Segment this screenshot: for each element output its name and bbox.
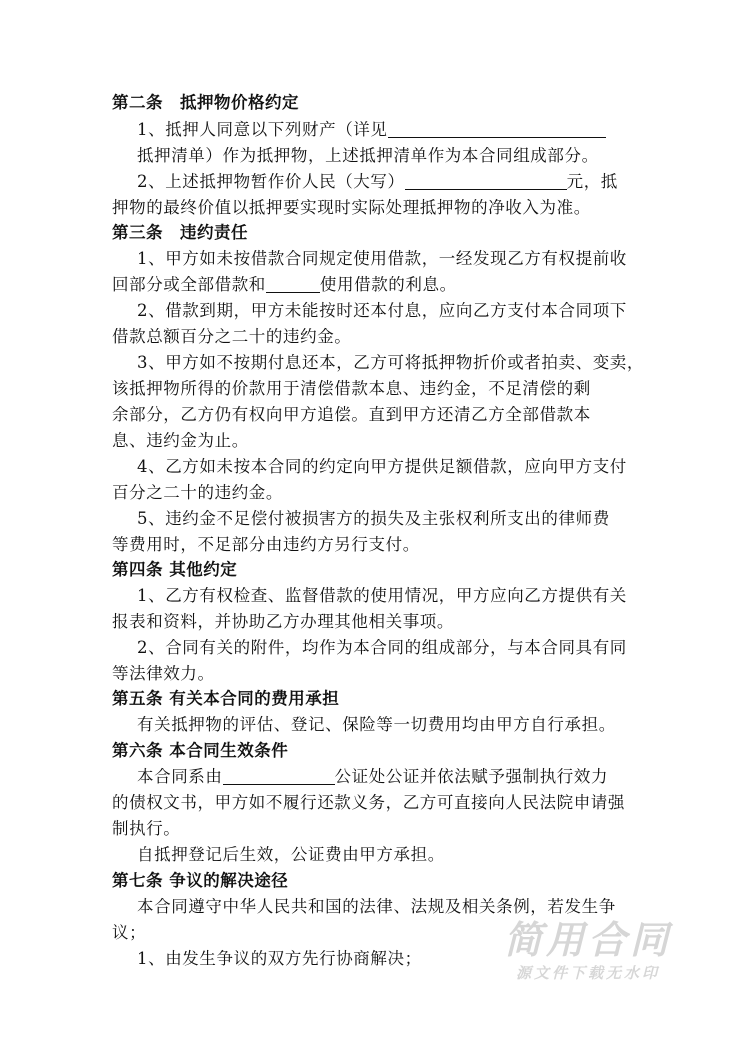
paragraph-line: 百分之二十的违约金。 — [112, 483, 283, 502]
paragraph-line: 议； — [112, 923, 147, 942]
paragraph-line: 3、甲方如不按期付息还本，乙方可将抵押物折价或者拍卖、变卖， — [137, 353, 644, 372]
paragraph-line: 余部分，乙方仍有权向甲方追偿。直到甲方还清乙方全部借款本 — [112, 405, 591, 424]
paragraph-line: 等费用时，不足部分由违约方另行支付。 — [112, 535, 420, 554]
paragraph-line — [137, 764, 636, 790]
paragraph-line: 2、合同有关的附件，均作为本合同的组成部分，与本合同具有同 — [137, 638, 627, 657]
paragraph-line — [112, 272, 636, 298]
section-heading-article-3: 第三条 违约责任 — [112, 223, 248, 242]
watermark-logo — [504, 918, 672, 984]
fill-in-blank — [405, 171, 567, 190]
paragraph-line: 抵押清单）作为抵押物，上述抵押清单作为本合同组成部分。 — [137, 146, 599, 165]
paragraph-line: 2、借款到期，甲方未能按时还本付息，应向乙方支付本合同项下 — [137, 301, 627, 320]
text-run: 公证处公证并依法赋予强制执行效力 — [334, 767, 609, 786]
watermark-title: 简用合同 — [503, 918, 672, 962]
section-heading-article-6: 第六条 本合同生效条件 — [112, 741, 289, 760]
paragraph-line — [137, 169, 636, 195]
paragraph-line: 1、乙方有权检查、监督借款的使用情况，甲方应向乙方提供有关 — [137, 586, 627, 605]
text-run: 1、抵押人同意以下列财产（详见 — [137, 120, 388, 139]
fill-in-blank — [266, 274, 320, 293]
fill-in-blank — [223, 766, 335, 785]
paragraph-line: 1、甲方如未按借款合同规定使用借款，一经发现乙方有权提前收 — [137, 249, 627, 268]
text-run: 2、上述抵押物暂作价人民（大写） — [137, 172, 405, 191]
section-heading-article-5: 第五条 有关本合同的费用承担 — [112, 689, 340, 708]
paragraph-line: 本合同遵守中华人民共和国的法律、法规及相关条例，若发生争 — [137, 897, 616, 916]
text-run: 回部分或全部借款和 — [112, 275, 266, 294]
text-run: 元，抵 — [566, 172, 618, 191]
paragraph-line — [137, 117, 636, 143]
section-heading-article-2: 第二条 抵押物价格约定 — [112, 93, 299, 112]
paragraph-line: 借款总额百分之二十的违约金。 — [112, 327, 352, 346]
paragraph-line: 息、违约金为止。 — [112, 431, 249, 450]
paragraph-line: 等法律效力。 — [112, 664, 215, 683]
paragraph-line: 该抵押物所得的价款用于清偿借款本息、违约金，不足清偿的剩 — [112, 379, 591, 398]
paragraph-line: 制执行。 — [112, 819, 181, 838]
watermark-subtitle: 源文件下载无水印 — [515, 964, 660, 982]
paragraph-line: 自抵押登记后生效，公证费由甲方承担。 — [137, 845, 445, 864]
paragraph-line: 5、违约金不足偿付被损害方的损失及主张权利所支出的律师费 — [137, 509, 610, 528]
paragraph-line: 有关抵押物的评估、登记、保险等一切费用均由甲方自行承担。 — [137, 715, 616, 734]
fill-in-blank — [388, 119, 606, 138]
paragraph-line: 押物的最终价值以抵押要实现时实际处理抵押物的净收入为准。 — [112, 198, 591, 217]
text-run: 本合同系由 — [137, 767, 223, 786]
paragraph-line: 报表和资料，并协助乙方办理其他相关事项。 — [112, 612, 454, 631]
paragraph-line: 1、由发生争议的双方先行协商解决； — [137, 949, 422, 968]
section-heading-article-4: 第四条 其他约定 — [112, 560, 238, 579]
text-run: 使用借款的利息。 — [319, 275, 457, 294]
paragraph-line: 的债权文书，甲方如不履行还款义务，乙方可直接向人民法院申请强 — [112, 793, 625, 812]
paragraph-line: 4、乙方如未按本合同的约定向甲方提供足额借款，应向甲方支付 — [137, 457, 627, 476]
section-heading-article-7: 第七条 争议的解决途径 — [112, 871, 289, 890]
